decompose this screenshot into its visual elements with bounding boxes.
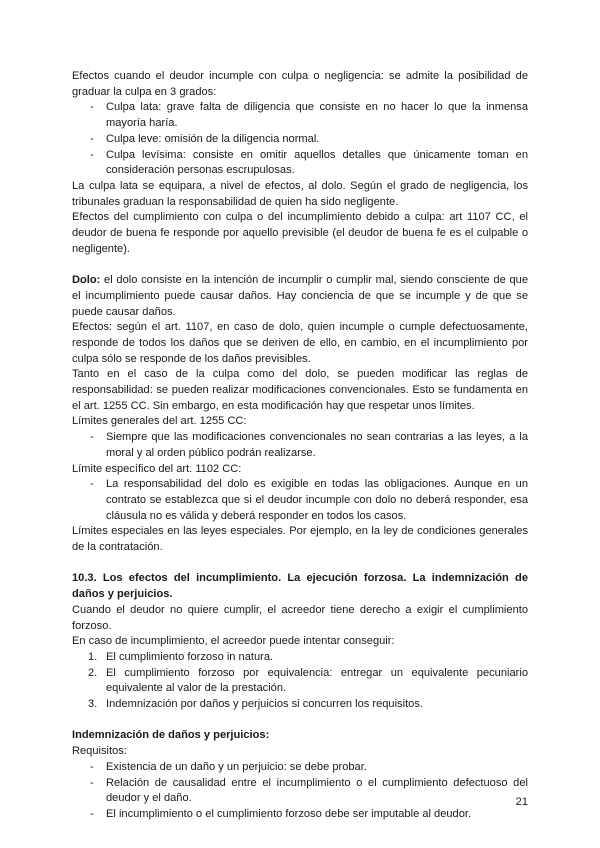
limites-generales-list [72,430,528,461]
list-item [72,666,528,697]
list-item: - Culpa levísima: consiste en omitir aquellos detalles que únicamente toman en consideración personas escrupulosas. [72,148,528,179]
list-item: - Culpa lata: grave falta de diligencia que consiste en no hacer lo que la inmensa mayoría haría. [72,100,528,131]
limite-especifico-list [72,477,528,524]
page-number: 21 [515,796,528,808]
paragraph-efectos-culpa: Efectos del cumplimiento con culpa o del incumplimiento debido a culpa: art 1107 CC, el deudor de buena fe responde por aquello previsible (el deudor de buena fe es el culpable o negligente). [72,211,528,255]
paragraph-culpa-lata: La culpa lata se equipara, a nivel de efectos, al dolo. Según el grado de negligencia, los tribunales graduan la responsabilidad de quien ha sido negligente. [72,179,528,208]
paragraph-dolo [72,273,528,320]
paragraph-efectos-dolo: Efectos: según el art. 1107, en caso de dolo, quien incumple o cumple defectuosamente, responde de todos los daños que se deriven de ello, en cambio, en el incumplimiento por culpa sólo se responde de los daños previsibles. [72,321,528,365]
spacer [72,257,528,273]
list-item [72,697,528,713]
paragraph-limites-especiales: Límites especiales en las leyes especiales. Por ejemplo, en la ley de condiciones generales de la contratación. [72,525,528,554]
list-number: 3. [88,698,98,711]
subheading [72,728,528,744]
list-item [72,650,528,666]
list-item-text: El cumplimiento forzoso por equivalencia: entregar un equivalente pecuniario equivalente al valor de la prestación. [106,666,528,695]
paragraph-limites-generales: Límites generales del art. 1255 CC: [72,415,247,428]
page-content [72,69,528,823]
paragraph-cumplimiento: Cuando el deudor no quiere cumplir, el acreedor tiene derecho a exigir el cumplimiento forzoso. [72,603,528,632]
dolo-label: Dolo: [72,274,101,287]
paragraph-incumplimiento: En caso de incumplimiento, el acreedor puede intentar conseguir: [72,635,395,648]
section-heading [72,571,528,602]
list-item: - Culpa leve: omisión de la diligencia normal. [72,132,528,148]
list-number: 1. [88,650,98,663]
dolo-text: el dolo consiste en la intención de incumplir o cumplir mal, siendo consciente de que el incumplimiento puede causar daños. Hay conciencia de que se incumple y de que se puede causar daños. [72,274,528,318]
paragraph-modificaciones: Tanto en el caso de la culpa como del dolo, se pueden modificar las reglas de responsabilidad: se pueden realizar modificaciones convencionales. Esto se fundamenta en el art. 1255 CC. Sin embargo, en esta modificación hay que respetar unos límites. [72,368,528,412]
spacer [72,556,528,572]
paragraph-limite-especifico: Límite específico del art. 1102 CC: [72,462,242,475]
spacer [72,713,528,729]
list-item: - El incumplimiento o el cumplimiento forzoso debe ser imputable al deudor. [72,807,528,823]
paragraph-requisitos: Requisitos: [72,745,127,758]
list-item: - La responsabilidad del dolo es exigible en todas las obligaciones. Aunque en un contrato se establezca que si el deudor incumple con dolo no deberá responder, esa cláusula no es válida y deberá responder en todos los casos. [72,477,528,524]
culpa-grades-list [72,100,528,179]
requisitos-list [72,760,528,823]
list-item: - Relación de causalidad entre el incumplimiento o el cumplimiento defectuoso del deudor y el daño. [72,776,528,807]
list-item-text: Indemnización por daños y perjuicios si concurren los requisitos. [106,698,423,711]
list-item: - Existencia de un daño y un perjuicio: se debe probar. [72,760,528,776]
list-number: 2. [88,666,98,679]
list-item-text: El cumplimiento forzoso in natura. [106,650,274,663]
list-item: - Siempre que las modificaciones convencionales no sean contrarias a las leyes, a la moral y al orden público podrán realizarse. [72,430,528,461]
subheading-text: Indemnización de daños y perjuicios: [72,729,270,742]
opciones-list [72,650,528,713]
section-heading-text: 10.3. Los efectos del incumplimiento. La ejecución forzosa. La indemnización de daños y perjuicios. [72,572,528,601]
paragraph-culpa-intro: Efectos cuando el deudor incumple con culpa o negligencia: se admite la posibilidad de graduar la culpa en 3 grados: [72,70,528,98]
